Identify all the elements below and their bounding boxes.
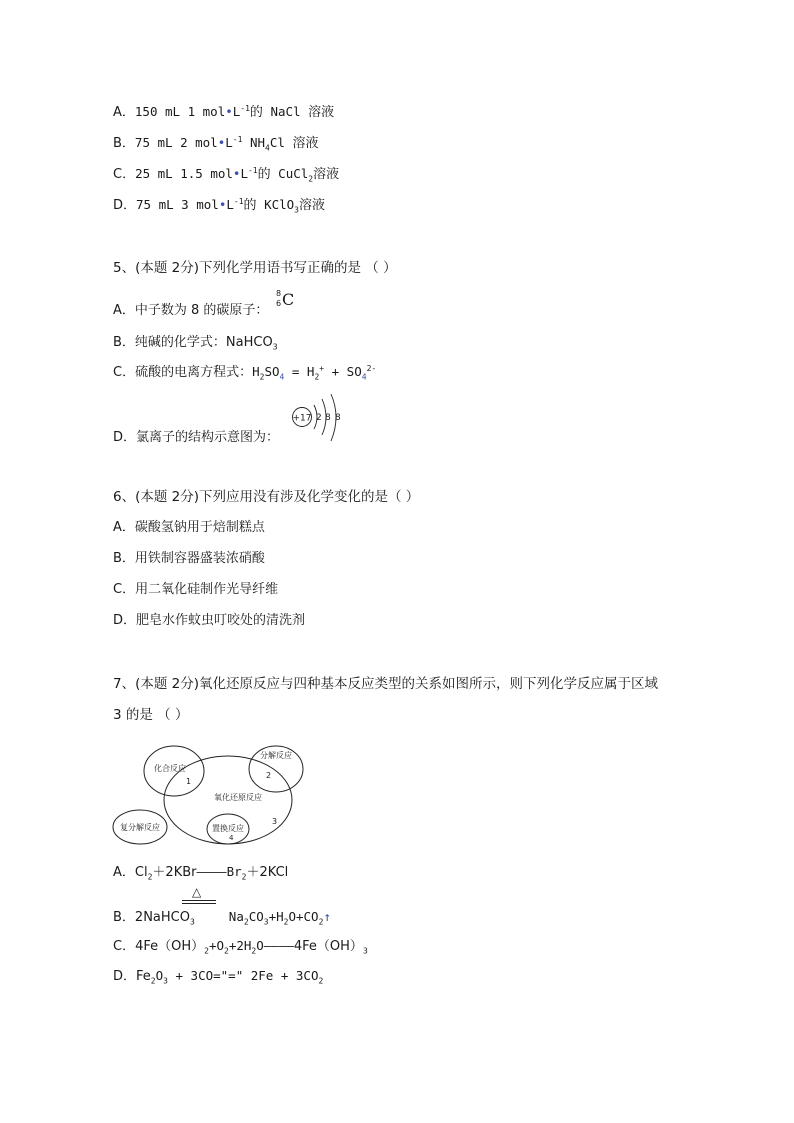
carbon-isotope-notation: 8 6 C — [276, 289, 295, 309]
region-3-label: 3 — [272, 817, 278, 826]
q7-option-b: B．2NaHCO$_3$ $Na_2CO_3+H_2O+CO_2↑$ — [113, 909, 331, 927]
nucleus-charge: +17 — [292, 413, 312, 424]
displacement-label: 置换反应 — [212, 824, 244, 833]
q5-stem: 5、(本题 2分)下列化学用语书写正确的是 （ ） — [113, 260, 397, 276]
reaction-types-venn-diagram — [110, 738, 340, 850]
q7-option-c: C．$4Fe(OH)_2+O_2+2H_2O————4Fe(OH)_3$ — [113, 938, 368, 956]
q5-option-d: D．氯离子的结构示意图为： — [113, 430, 280, 445]
q5-option-c: C．硫酸的电离方程式：$H_2SO_4 = H_2^+ + SO_4^{2-}$ — [113, 363, 377, 382]
q4-option-c: C．25 mL 1.5 $mol•L^{-1}$的 CuCl$_2$溶液 — [113, 165, 340, 184]
region-2-label: 2 — [266, 771, 272, 780]
q6-option-a: A．碳酸氢钠用于焙制糕点 — [113, 520, 265, 535]
q6-option-c: C．用二氧化硅制作光导纤维 — [113, 582, 279, 597]
q4-option-a: A．150 mL 1 $mol•L^{-1}$的 NaCl 溶液 — [113, 103, 335, 120]
chloride-ion-structure-diagram — [286, 393, 346, 445]
q7-stem-line2: 3 的是 （ ） — [113, 707, 189, 723]
q5-option-a: A．中子数为 8 的碳原子： — [113, 303, 269, 318]
q6-option-d: D．肥皂水作蚊虫叮咬处的清洗剂 — [113, 613, 306, 628]
decomposition-label: 分解反应 — [260, 751, 292, 760]
q5-option-b: B．纯碱的化学式：NaHCO$_3$ — [113, 335, 278, 352]
q7-option-d: D．$Fe_2O_3$ + 3CO="=" $2Fe + 3CO_2$ — [113, 968, 324, 986]
heat-condition-marker: △ — [182, 889, 216, 903]
shell-2-electrons: 8 — [325, 413, 331, 423]
q4-option-d: D．75 mL 3 $mol•L^{-1}$的 KClO$_3$溶液 — [113, 196, 326, 215]
region-4-label: 4 — [229, 834, 234, 842]
shell-1-electrons: 2 — [316, 413, 322, 423]
shell-3-electrons: 8 — [335, 413, 341, 423]
double-decomposition-label: 复分解反应 — [120, 823, 160, 832]
gas-arrow-icon: ↑ — [323, 909, 331, 924]
redox-label: 氧化还原反应 — [214, 793, 262, 802]
q7-stem-line1: 7、(本题 2分)氧化还原反应与四种基本反应类型的关系如图所示，则下列化学反应属于区域 — [113, 676, 659, 692]
q6-stem: 6、(本题 2分)下列应用没有涉及化学变化的是（ ） — [113, 489, 420, 505]
combination-label: 化合反应 — [154, 764, 186, 773]
q4-option-b: B．75 mL 2 $mol•L^{-1}$ $NH_4Cl$ 溶液 — [113, 134, 319, 153]
q7-option-a: A．$Cl_2+2KBr————Br_2+2KCl$ — [113, 864, 289, 882]
q6-option-b: B．用铁制容器盛装浓硝酸 — [113, 551, 265, 566]
region-1-label: 1 — [186, 777, 192, 786]
